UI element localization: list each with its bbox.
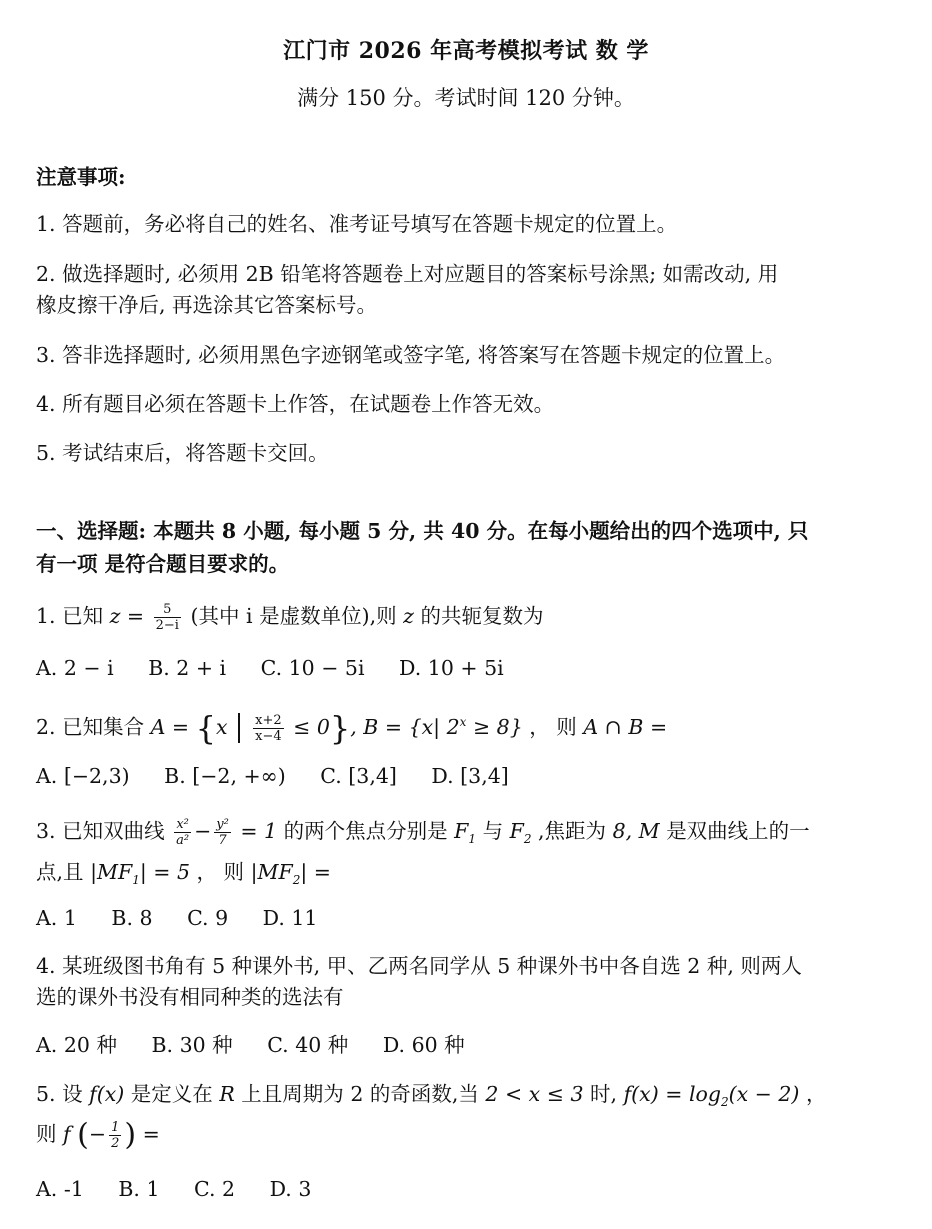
- q2-option-c: C. [3,4]: [320, 764, 397, 788]
- q3-MF1-sub: 1: [132, 873, 140, 888]
- note-item: 4. 所有题目必须在答题卡上作答，在试题卷上作答无效。: [36, 392, 555, 416]
- q5-frac-num: 1: [111, 1120, 120, 1135]
- q5-close-paren: ): [124, 1117, 137, 1153]
- q2-ge8: ≥ 8}: [472, 714, 523, 739]
- q3-mid3: 是双曲线上的一: [666, 819, 810, 843]
- q3-frac1-num: x²: [174, 817, 191, 833]
- q3-option-b: B. 8: [111, 906, 153, 930]
- q3-F2: F: [509, 819, 524, 843]
- q5-f: f: [63, 1122, 71, 1146]
- question-3: [36, 815, 902, 856]
- q2-tail: ， 则: [529, 714, 577, 739]
- q5-mid: 是定义在: [130, 1082, 213, 1106]
- q3-line2-prefix: 点,且: [36, 860, 84, 884]
- q1-fraction: [154, 602, 181, 633]
- q3-prefix: 3. 已知双曲线: [36, 819, 165, 843]
- q5-mid2: 上且周期为 2 的奇函数,当: [241, 1082, 479, 1106]
- section-heading: 一、选择题: 本题共 8 小题, 每小题 5 分, 共 40 分。在每小题给出的四个选项中, 只: [36, 519, 809, 543]
- q2-setB: , B = {x| 2: [350, 714, 460, 739]
- q4-options: [36, 1029, 902, 1062]
- q2-x: x: [216, 714, 228, 739]
- q3-fraction-1: [174, 817, 191, 848]
- q1-option-d: D. 10 + 5i: [399, 656, 504, 680]
- q1-var: z =: [109, 604, 145, 628]
- q3-MF2-tail: | =: [300, 860, 331, 884]
- q3-MF2: |MF: [250, 860, 293, 884]
- q2-option-b: B. [−2, +∞): [164, 764, 286, 788]
- q3-option-d: D. 11: [262, 906, 318, 930]
- q3-F1-sub: 1: [468, 832, 477, 847]
- q2-prefix: 2. 已知集合: [36, 714, 145, 739]
- q5-fx: f(x): [89, 1082, 125, 1106]
- q1-frac-num: 5: [154, 602, 181, 618]
- q3-option-c: C. 9: [187, 906, 229, 930]
- q5-fx2: f(x) = log: [623, 1082, 721, 1106]
- question-2: [36, 706, 902, 748]
- q3-MF1-tail: | = 5: [139, 860, 190, 884]
- q5-option-a: A. -1: [36, 1177, 84, 1201]
- notes-heading: 注意事项:: [36, 165, 126, 189]
- exam-subtitle: 满分 150 分。考试时间 120 分钟。: [297, 86, 635, 110]
- section-heading-cont: 有一项 是符合题目要求的。: [36, 552, 290, 576]
- q5-option-b: B. 1: [118, 1177, 160, 1201]
- question-4-line2: 选的课外书没有相同种类的选法有: [36, 985, 344, 1009]
- q1-frac-den: 2−i: [155, 618, 179, 633]
- q1-option-b: B. 2 + i: [148, 656, 227, 680]
- q5-eq: =: [142, 1122, 160, 1146]
- q2-option-d: D. [3,4]: [431, 764, 509, 788]
- exam-title: 江门市 2026 年高考模拟考试 数 学: [283, 38, 649, 64]
- q2-open-brace: {: [195, 709, 216, 748]
- q5-comma: ，: [805, 1082, 827, 1106]
- q2-close-brace: }: [329, 709, 351, 748]
- q5-option-c: C. 2: [194, 1177, 236, 1201]
- q3-and: 与: [482, 819, 504, 843]
- q3-F1: F: [454, 819, 469, 843]
- q3-MF1: |MF: [90, 860, 133, 884]
- q2-bar: [238, 713, 240, 743]
- note-item: 1. 答题前，务必将自己的姓名、准考证号填写在答题卡规定的位置上。: [36, 212, 678, 236]
- q1-option-a: A. 2 − i: [36, 656, 114, 680]
- q3-frac2-num: y²: [216, 817, 229, 832]
- q3-eq1: = 1: [240, 819, 278, 843]
- note-item: 橡皮擦干净后, 再选涂其它答案标号。: [36, 293, 378, 317]
- note-item: 2. 做选择题时, 必须用 2B 铅笔将答题卷上对应题目的答案标号涂黑; 如需改动, 用: [36, 262, 779, 286]
- question-1: [36, 600, 902, 633]
- q5-neg: −: [88, 1122, 107, 1146]
- q3-F2-sub: 2: [523, 832, 532, 847]
- q1-option-c: C. 10 − 5i: [260, 656, 365, 680]
- q2-setA: A =: [150, 714, 190, 739]
- q5-line2-prefix: 则: [36, 1122, 57, 1146]
- q3-fraction-2: [214, 817, 231, 848]
- q3-mid2: ,焦距为: [538, 819, 607, 843]
- q5-options: [36, 1173, 902, 1206]
- q3-minus: −: [194, 819, 212, 843]
- q5-log-sub: 2: [720, 1095, 729, 1110]
- q5-frac-den: 2: [111, 1136, 120, 1151]
- q4-option-c: C. 40 种: [267, 1033, 349, 1057]
- q5-log-arg: (x − 2): [728, 1082, 800, 1106]
- question-4: 4. 某班级图书角有 5 种课外书, 甲、乙两名同学从 5 种课外书中各自选 2 种, 则两人: [36, 954, 802, 978]
- note-item: 5. 考试结束后，将答题卡交回。: [36, 441, 329, 465]
- q5-cond: 2 < x ≤ 3: [485, 1082, 584, 1106]
- q2-frac-den: x−4: [255, 728, 282, 744]
- q5-R: R: [219, 1082, 235, 1106]
- q4-option-d: D. 60 种: [382, 1033, 465, 1057]
- q2-le0: ≤ 0: [293, 714, 330, 739]
- q3-line2-mid: ， 则: [196, 860, 245, 884]
- q1-prefix: 1. 已知: [36, 604, 104, 628]
- q3-mid: 的两个焦点分别是: [283, 819, 448, 843]
- q5-option-d: D. 3: [269, 1177, 312, 1201]
- q3-frac1-den: a²: [176, 833, 190, 848]
- question-5-line2: [36, 1118, 902, 1151]
- question-3-line2: [36, 856, 902, 897]
- q3-option-a: A. 1: [36, 906, 77, 930]
- q2-intersection: A ∩ B =: [583, 714, 668, 739]
- question-5: [36, 1078, 902, 1119]
- q5-prefix: 5. 设: [36, 1082, 83, 1106]
- q5-fraction: [109, 1120, 121, 1151]
- q2-options: [36, 760, 902, 793]
- q3-frac2-den: 7: [218, 833, 227, 848]
- q5-open-paren: (: [77, 1117, 89, 1153]
- q1-var-z: z: [403, 604, 414, 628]
- q5-mid3: 时,: [590, 1082, 618, 1106]
- q2-option-a: A. [−2,3): [36, 764, 130, 788]
- q1-suffix: (其中 i 是虚数单位),则: [190, 604, 397, 628]
- q4-option-a: A. 20 种: [36, 1033, 117, 1057]
- q4-option-b: B. 30 种: [151, 1033, 233, 1057]
- q3-MF2-sub: 2: [292, 873, 301, 888]
- q3-options: [36, 902, 902, 935]
- q1-suffix2: 的共轭复数为: [420, 604, 544, 628]
- q1-options: [36, 652, 902, 685]
- q2-fraction: [253, 713, 284, 744]
- note-item: 3. 答非选择题时, 必须用黑色字迹钢笔或签字笔, 将答案写在答题卡规定的位置上。: [36, 343, 786, 367]
- q3-8M: 8, M: [612, 819, 660, 843]
- q2-frac-num: x+2: [255, 712, 282, 728]
- q2-sup: x: [459, 715, 467, 729]
